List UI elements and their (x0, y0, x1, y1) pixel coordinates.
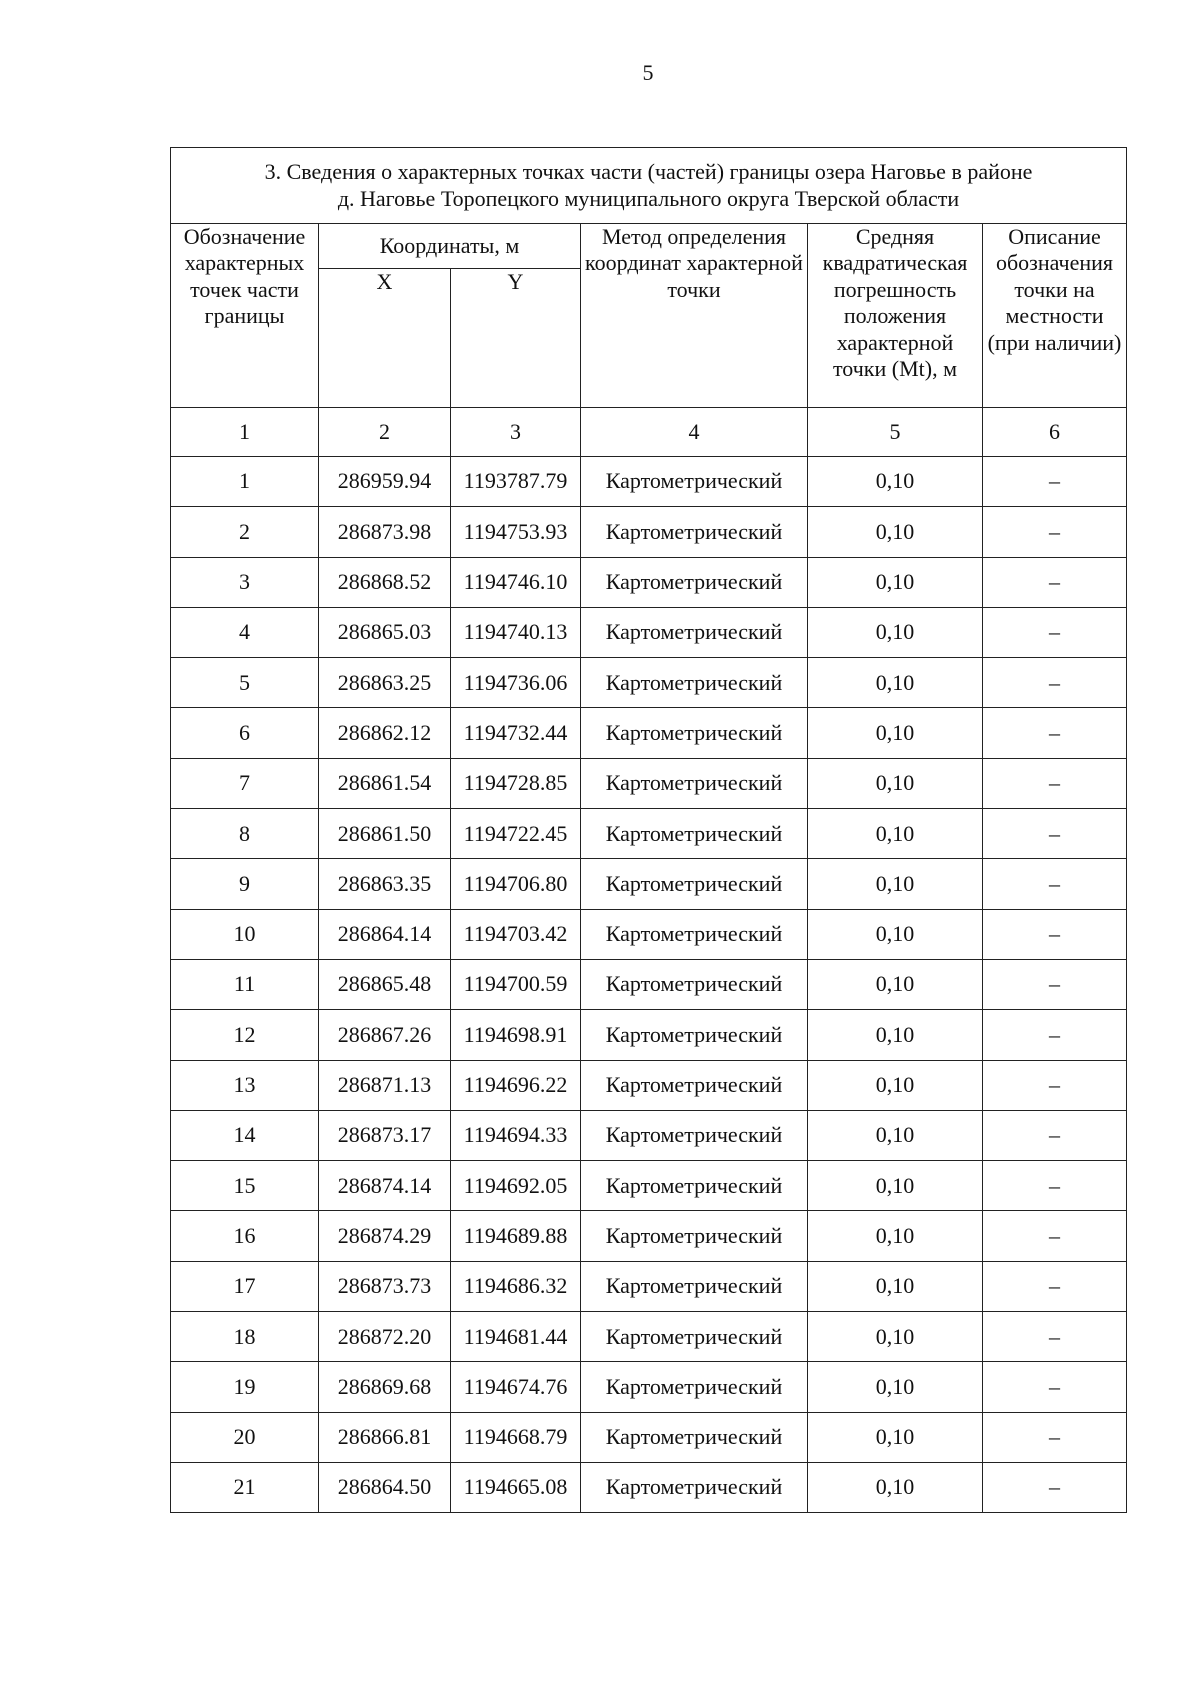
method-cell: Картометрический (581, 1462, 808, 1512)
table-row (171, 1362, 1127, 1412)
point-number-cell: 20 (171, 1412, 319, 1462)
description-cell: – (983, 607, 1127, 657)
column-number: 6 (983, 408, 1127, 457)
point-number-cell: 2 (171, 507, 319, 557)
error-cell: 0,10 (808, 1161, 983, 1211)
description-cell: – (983, 859, 1127, 909)
error-cell: 0,10 (808, 1312, 983, 1362)
x-coordinate-cell: 286861.54 (319, 758, 451, 808)
x-coordinate-cell: 286863.25 (319, 658, 451, 708)
table-row (171, 507, 1127, 557)
x-coordinate-cell: 286873.98 (319, 507, 451, 557)
error-cell: 0,10 (808, 1060, 983, 1110)
description-cell: – (983, 658, 1127, 708)
x-coordinate-cell: 286864.50 (319, 1462, 451, 1512)
method-cell: Картометрический (581, 658, 808, 708)
error-cell: 0,10 (808, 1261, 983, 1311)
table-title (171, 148, 1127, 224)
error-cell: 0,10 (808, 809, 983, 859)
table-row (171, 1261, 1127, 1311)
y-coordinate-cell: 1194728.85 (451, 758, 581, 808)
y-coordinate-cell: 1194700.59 (451, 959, 581, 1009)
table-body (171, 457, 1127, 1513)
point-number-cell: 11 (171, 959, 319, 1009)
point-number-cell: 7 (171, 758, 319, 808)
y-coordinate-cell: 1194703.42 (451, 909, 581, 959)
description-cell: – (983, 1211, 1127, 1261)
y-coordinate-cell: 1193787.79 (451, 457, 581, 507)
error-cell: 0,10 (808, 1412, 983, 1462)
column-number: 5 (808, 408, 983, 457)
header-coordinates: Координаты, м (319, 224, 581, 269)
y-coordinate-cell: 1194740.13 (451, 607, 581, 657)
method-cell: Картометрический (581, 557, 808, 607)
y-coordinate-cell: 1194689.88 (451, 1211, 581, 1261)
y-coordinate-cell: 1194686.32 (451, 1261, 581, 1311)
column-number: 4 (581, 408, 808, 457)
point-number-cell: 16 (171, 1211, 319, 1261)
error-cell: 0,10 (808, 859, 983, 909)
description-cell: – (983, 959, 1127, 1009)
error-cell: 0,10 (808, 959, 983, 1009)
x-coordinate-cell: 286867.26 (319, 1010, 451, 1060)
x-coordinate-cell: 286864.14 (319, 909, 451, 959)
header-method: Метод определения координат характерной точки (581, 224, 808, 408)
y-coordinate-cell: 1194736.06 (451, 658, 581, 708)
x-coordinate-cell: 286865.48 (319, 959, 451, 1009)
table-row (171, 457, 1127, 507)
description-cell: – (983, 1110, 1127, 1160)
error-cell: 0,10 (808, 1362, 983, 1412)
method-cell: Картометрический (581, 959, 808, 1009)
table-row (171, 909, 1127, 959)
method-cell: Картометрический (581, 1211, 808, 1261)
description-cell: – (983, 1462, 1127, 1512)
description-cell: – (983, 758, 1127, 808)
x-coordinate-cell: 286874.14 (319, 1161, 451, 1211)
error-cell: 0,10 (808, 607, 983, 657)
table-row (171, 959, 1127, 1009)
point-number-cell: 1 (171, 457, 319, 507)
description-cell: – (983, 457, 1127, 507)
description-cell: – (983, 909, 1127, 959)
y-coordinate-cell: 1194732.44 (451, 708, 581, 758)
table-row (171, 809, 1127, 859)
point-number-cell: 17 (171, 1261, 319, 1311)
point-number-cell: 14 (171, 1110, 319, 1160)
y-coordinate-cell: 1194722.45 (451, 809, 581, 859)
y-coordinate-cell: 1194706.80 (451, 859, 581, 909)
x-coordinate-cell: 286871.13 (319, 1060, 451, 1110)
method-cell: Картометрический (581, 1362, 808, 1412)
error-cell: 0,10 (808, 557, 983, 607)
error-cell: 0,10 (808, 909, 983, 959)
method-cell: Картометрический (581, 1010, 808, 1060)
description-cell: – (983, 1060, 1127, 1110)
x-coordinate-cell: 286868.52 (319, 557, 451, 607)
x-coordinate-cell: 286873.17 (319, 1110, 451, 1160)
boundary-points-table (170, 147, 1127, 1513)
table-title-line-1: 3. Сведения о характерных точках части (частей) границы озера Наговье в районе (264, 159, 1033, 185)
point-number-cell: 8 (171, 809, 319, 859)
point-number-cell: 4 (171, 607, 319, 657)
error-cell: 0,10 (808, 658, 983, 708)
error-cell: 0,10 (808, 1462, 983, 1512)
y-coordinate-cell: 1194696.22 (451, 1060, 581, 1110)
method-cell: Картометрический (581, 1261, 808, 1311)
error-cell: 0,10 (808, 1211, 983, 1261)
point-number-cell: 12 (171, 1010, 319, 1060)
column-number: 2 (319, 408, 451, 457)
error-cell: 0,10 (808, 708, 983, 758)
table-row (171, 859, 1127, 909)
table-row (171, 1211, 1127, 1261)
x-coordinate-cell: 286862.12 (319, 708, 451, 758)
method-cell: Картометрический (581, 1161, 808, 1211)
description-cell: – (983, 1362, 1127, 1412)
x-coordinate-cell: 286861.50 (319, 809, 451, 859)
x-coordinate-cell: 286874.29 (319, 1211, 451, 1261)
header-mean-square-error: Средняя квадратическая погрешность положения характерной точки (Mt), м (808, 224, 983, 408)
method-cell: Картометрический (581, 607, 808, 657)
point-number-cell: 3 (171, 557, 319, 607)
column-number: 1 (171, 408, 319, 457)
description-cell: – (983, 1261, 1127, 1311)
table-row (171, 658, 1127, 708)
point-number-cell: 13 (171, 1060, 319, 1110)
table-row (171, 1412, 1127, 1462)
y-coordinate-cell: 1194692.05 (451, 1161, 581, 1211)
description-cell: – (983, 557, 1127, 607)
method-cell: Картометрический (581, 507, 808, 557)
description-cell: – (983, 1312, 1127, 1362)
method-cell: Картометрический (581, 859, 808, 909)
description-cell: – (983, 708, 1127, 758)
table-title-line-2: д. Наговье Торопецкого муниципального округа Тверской области (337, 185, 960, 211)
description-cell: – (983, 1010, 1127, 1060)
table-row (171, 1161, 1127, 1211)
description-cell: – (983, 507, 1127, 557)
x-coordinate-cell: 286863.35 (319, 859, 451, 909)
point-number-cell: 15 (171, 1161, 319, 1211)
header-row-1 (171, 224, 1127, 269)
method-cell: Картометрический (581, 457, 808, 507)
point-number-cell: 10 (171, 909, 319, 959)
method-cell: Картометрический (581, 708, 808, 758)
y-coordinate-cell: 1194674.76 (451, 1362, 581, 1412)
header-description: Описание обозначения точки на местности (при наличии) (983, 224, 1127, 408)
table-row (171, 1110, 1127, 1160)
table-row (171, 758, 1127, 808)
header-point-designation: Обозначение характерных точек части границы (171, 224, 319, 408)
table-row (171, 607, 1127, 657)
point-number-cell: 19 (171, 1362, 319, 1412)
method-cell: Картометрический (581, 1312, 808, 1362)
method-cell: Картометрический (581, 1060, 808, 1110)
x-coordinate-cell: 286873.73 (319, 1261, 451, 1311)
method-cell: Картометрический (581, 909, 808, 959)
x-coordinate-cell: 286959.94 (319, 457, 451, 507)
y-coordinate-cell: 1194668.79 (451, 1412, 581, 1462)
y-coordinate-cell: 1194694.33 (451, 1110, 581, 1160)
table-row (171, 708, 1127, 758)
x-coordinate-cell: 286872.20 (319, 1312, 451, 1362)
error-cell: 0,10 (808, 1010, 983, 1060)
y-coordinate-cell: 1194665.08 (451, 1462, 581, 1512)
header-y: Y (451, 269, 581, 408)
page-number: 5 (642, 60, 654, 85)
y-coordinate-cell: 1194698.91 (451, 1010, 581, 1060)
x-coordinate-cell: 286865.03 (319, 607, 451, 657)
method-cell: Картометрический (581, 1412, 808, 1462)
table-row (171, 1462, 1127, 1512)
error-cell: 0,10 (808, 1110, 983, 1160)
table-title-row (171, 148, 1127, 224)
header-x: X (319, 269, 451, 408)
y-coordinate-cell: 1194753.93 (451, 507, 581, 557)
method-cell: Картометрический (581, 1110, 808, 1160)
description-cell: – (983, 809, 1127, 859)
point-number-cell: 6 (171, 708, 319, 758)
x-coordinate-cell: 286869.68 (319, 1362, 451, 1412)
error-cell: 0,10 (808, 457, 983, 507)
point-number-cell: 21 (171, 1462, 319, 1512)
y-coordinate-cell: 1194746.10 (451, 557, 581, 607)
column-number: 3 (451, 408, 581, 457)
table-row (171, 1060, 1127, 1110)
y-coordinate-cell: 1194681.44 (451, 1312, 581, 1362)
error-cell: 0,10 (808, 758, 983, 808)
table-row (171, 557, 1127, 607)
point-number-cell: 9 (171, 859, 319, 909)
description-cell: – (983, 1412, 1127, 1462)
method-cell: Картометрический (581, 758, 808, 808)
table-row (171, 1312, 1127, 1362)
error-cell: 0,10 (808, 507, 983, 557)
method-cell: Картометрический (581, 809, 808, 859)
column-numbers-row (171, 408, 1127, 457)
table-row (171, 1010, 1127, 1060)
point-number-cell: 5 (171, 658, 319, 708)
point-number-cell: 18 (171, 1312, 319, 1362)
x-coordinate-cell: 286866.81 (319, 1412, 451, 1462)
description-cell: – (983, 1161, 1127, 1211)
